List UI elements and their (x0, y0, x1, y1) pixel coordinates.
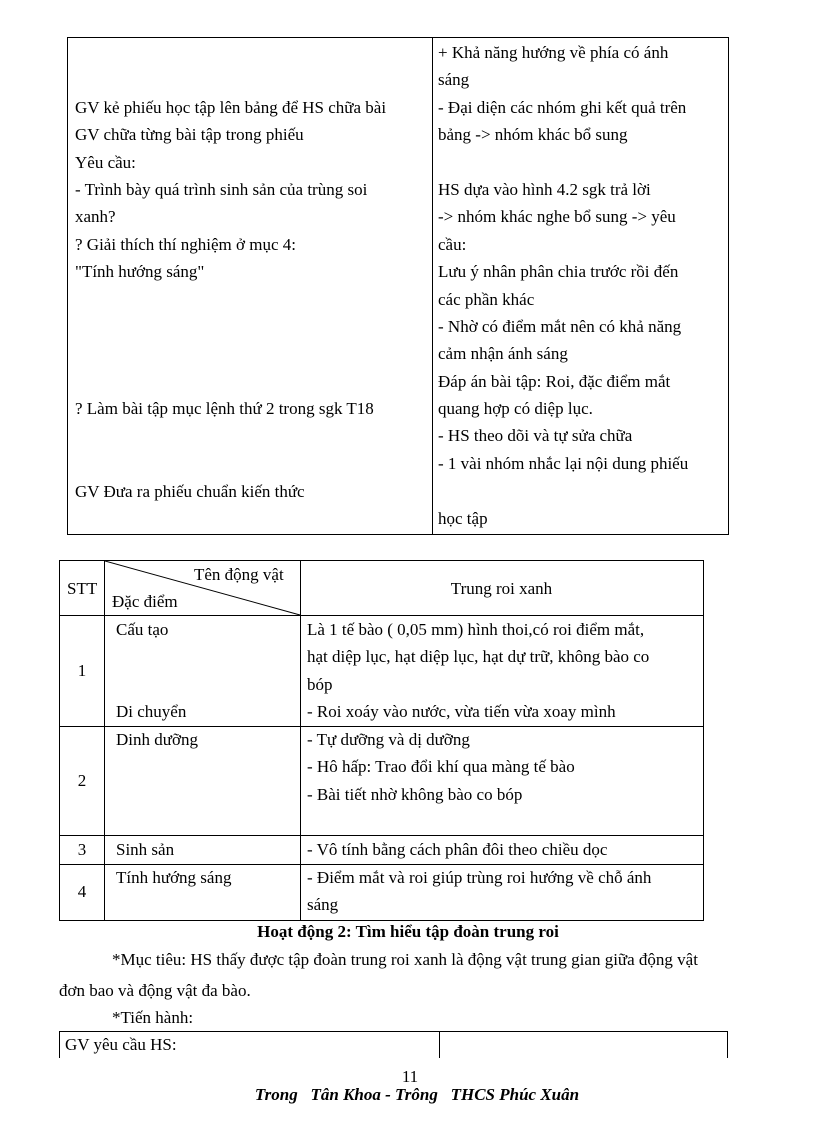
feature-detail: - Bài tiết nhờ không bào co bóp (307, 785, 523, 804)
student-line: + Khả năng hướng về phía có ánh (438, 43, 669, 62)
activity-heading: Hoạt động 2: Tìm hiểu tập đoàn trung roi (257, 922, 559, 941)
feature-detail: - Roi xoáy vào nước, vừa tiến vừa xoay mình (307, 702, 616, 721)
feature-detail: - Điểm mắt và roi giúp trùng roi hướng về chỗ ánh (307, 868, 652, 887)
procedure-teacher-cell: GV yêu cầu HS: (65, 1035, 177, 1054)
feature-name: Di chuyển (116, 702, 187, 721)
student-line: - Nhờ có điểm mắt nên có khả năng (438, 317, 682, 336)
header-animal-name: Tên động vật (194, 565, 284, 584)
student-line: -> nhóm khác nghe bổ sung -> yêu (438, 207, 676, 226)
teacher-line: GV kẻ phiếu học tập lên bảng để HS chữa bài (75, 98, 387, 117)
teacher-line: Yêu cầu: (75, 153, 136, 172)
objective-line: đơn bao và động vật đa bào. (59, 981, 251, 1000)
student-line: - 1 vài nhóm nhắc lại nội dung phiếu (438, 454, 689, 473)
feature-name: Cấu tạo (116, 620, 169, 639)
row-number: 3 (77, 840, 87, 859)
student-line: quang hợp có diệp lục. (438, 399, 593, 418)
procedure-table-divider (439, 1031, 440, 1058)
header-feature: Đặc điểm (112, 592, 178, 611)
feature-detail: - Vô tính bằng cách phân đôi theo chiều dọc (307, 840, 608, 859)
objective-line: *Mục tiêu: HS thấy được tập đoàn trung roi xanh là động vật trung gian giữa động vật (112, 950, 698, 969)
teacher-line: "Tính hướng sáng" (75, 262, 205, 281)
procedure-label: *Tiến hành: (112, 1008, 194, 1027)
student-line: các phần khác (438, 290, 535, 309)
feature-detail: hạt diệp lục, hạt diệp lục, hạt dự trữ, không bào co (307, 647, 650, 666)
feature-name: Dinh dưỡng (116, 730, 198, 749)
feature-detail: sáng (307, 895, 339, 914)
teacher-line: GV Đưa ra phiếu chuẩn kiến thức (75, 482, 305, 501)
student-line: bảng -> nhóm khác bổ sung (438, 125, 628, 144)
feature-detail: - Tự dưỡng và dị dưỡng (307, 730, 470, 749)
teacher-line: - Trình bày quá trình sinh sản của trùng soi (75, 180, 368, 199)
feature-name: Tính hướng sáng (116, 868, 232, 887)
feature-detail: bóp (307, 675, 333, 694)
teacher-line: xanh? (75, 207, 116, 226)
feature-detail: - Hô hấp: Trao đổi khí qua màng tế bào (307, 757, 575, 776)
student-line: HS dựa vào hình 4.2 sgk trả lời (438, 180, 651, 199)
teacher-line: GV chữa từng bài tập trong phiếu (75, 125, 304, 144)
student-line: sáng (438, 70, 470, 89)
teacher-line: ? Giải thích thí nghiệm ở mục 4: (75, 235, 296, 254)
feature-detail: Là 1 tế bào ( 0,05 mm) hình thoi,có roi điểm mắt, (307, 620, 645, 639)
header-species: Trung roi xanh (450, 579, 553, 598)
student-line: - HS theo dõi và tự sửa chữa (438, 426, 633, 445)
student-line: - Đại diện các nhóm ghi kết quả trên (438, 98, 687, 117)
page-number: 11 (401, 1067, 419, 1086)
row-number: 2 (77, 771, 87, 790)
student-line: cầu: (438, 235, 467, 254)
student-line: Lưu ý nhân phân chia trước rồi đến (438, 262, 679, 281)
student-line: học tập (438, 509, 488, 528)
row-number: 4 (77, 882, 87, 901)
footer-text: Trong Tân Khoa - Trông THCS Phúc Xuân (254, 1085, 580, 1104)
activity-table-divider (432, 37, 433, 534)
header-stt: STT (67, 579, 98, 598)
teacher-line: ? Làm bài tập mục lệnh thứ 2 trong sgk T18 (75, 399, 374, 418)
student-line: Đáp án bài tập: Roi, đặc điểm mắt (438, 372, 671, 391)
feature-name: Sinh sản (116, 840, 175, 859)
student-line: cảm nhận ánh sáng (438, 344, 568, 363)
row-number: 1 (77, 661, 87, 680)
